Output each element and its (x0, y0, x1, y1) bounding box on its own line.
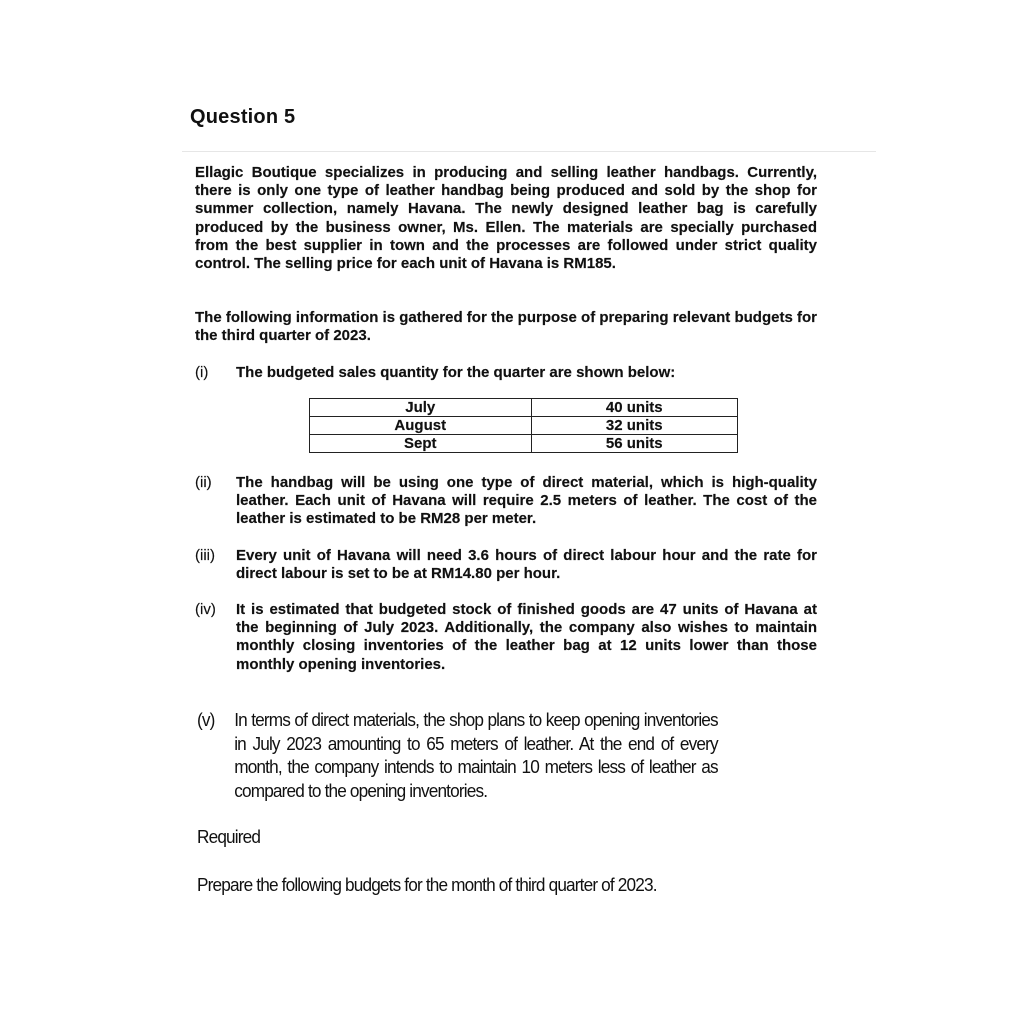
item-number: (i) (195, 364, 209, 381)
quantity-cell: 32 units (531, 417, 738, 435)
intro-paragraph-1: Ellagic Boutique specializes in producing and selling leather handbags. Currently, there is only one type of leather handbag being produced and sold by the shop for summer collection, namely Havana. The newly designed leather bag is carefully produced by the business owner, Ms. Ellen. The materials are specially purchased from the best supplier in town and the processes are followed under strict quality control. The selling price for each unit of Havana is RM185. (195, 164, 817, 273)
list-item-iii (195, 547, 817, 583)
table-row (310, 399, 738, 417)
quantity-cell: 40 units (531, 399, 738, 417)
item-number: (v) (197, 709, 215, 730)
required-heading: Required (197, 826, 261, 847)
month-cell: July (310, 399, 532, 417)
item-text: In terms of direct materials, the shop plans to keep opening inventories in July 2023 amounting to 65 meters of leather. At the end of every month, the company intends to maintain 10 meters less of leather as compared to the opening inventories. (234, 709, 718, 801)
list-item-v (197, 708, 718, 802)
month-cell: Sept (310, 435, 532, 453)
item-number: (iii) (195, 547, 215, 564)
list-item-ii (195, 474, 817, 529)
item-number: (iv) (195, 601, 216, 618)
budgeted-sales-table (309, 398, 738, 453)
item-text: The handbag will be using one type of direct material, which is high-quality leather. Each unit of Havana will require 2.5 meters of leather. The cost of the leather is estimated to be RM28 per meter. (236, 474, 817, 528)
item-number: (ii) (195, 474, 212, 491)
item-text: It is estimated that budgeted stock of finished goods are 47 units of Havana at the beginning of July 2023. Additionally, the company also wishes to maintain monthly closing inventories of the leather bag at 12 units lower than those monthly opening inventories. (236, 601, 817, 673)
intro-paragraph-2: The following information is gathered for the purpose of preparing relevant budgets for the third quarter of 2023. (195, 309, 817, 345)
item-text: The budgeted sales quantity for the quarter are shown below: (236, 364, 676, 381)
table-row (310, 435, 738, 453)
list-item-iv (195, 601, 817, 674)
quantity-cell: 56 units (531, 435, 738, 453)
item-text: Every unit of Havana will need 3.6 hours of direct labour hour and the rate for direct labour is set to be at RM14.80 per hour. (236, 547, 817, 583)
month-cell: August (310, 417, 532, 435)
required-instruction: Prepare the following budgets for the month of third quarter of 2023. (197, 874, 657, 895)
table-row (310, 417, 738, 435)
question-title: Question 5 (190, 106, 296, 128)
list-item-i (195, 364, 817, 382)
title-divider (182, 151, 876, 152)
